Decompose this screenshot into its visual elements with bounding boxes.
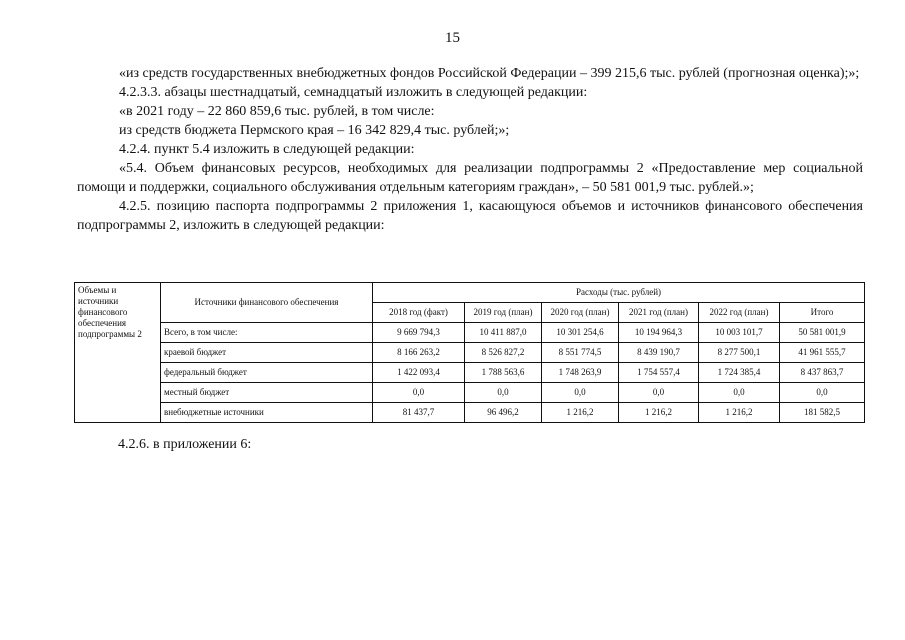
expenses-header: Расходы (тыс. рублей): [373, 283, 865, 303]
value-cell: 1 788 563,6: [465, 363, 542, 383]
total-cell: 181 582,5: [780, 403, 865, 423]
total-cell: 8 437 863,7: [780, 363, 865, 383]
value-cell: 96 496,2: [465, 403, 542, 423]
document-body: [77, 64, 863, 235]
row-label: местный бюджет: [161, 383, 373, 403]
total-cell: 50 581 001,9: [780, 323, 865, 343]
value-cell: 0,0: [465, 383, 542, 403]
row-label: Всего, в том числе:: [161, 323, 373, 343]
year-header: 2021 год (план): [619, 303, 699, 323]
paragraph-1: «из средств государственных внебюджетных фондов Российской Федерации – 399 215,6 тыс. рублей (прогнозная оценка);»;: [119, 66, 860, 81]
value-cell: 1 216,2: [699, 403, 780, 423]
table-row: [75, 383, 865, 403]
year-header: 2019 год (план): [465, 303, 542, 323]
value-cell: 8 439 190,7: [619, 343, 699, 363]
paragraph-2: 4.2.3.3. абзацы шестнадцатый, семнадцатый изложить в следующей редакции:: [119, 85, 588, 100]
closing-paragraph: 4.2.6. в приложении 6:: [118, 437, 252, 452]
row-label: краевой бюджет: [161, 343, 373, 363]
value-cell: 0,0: [619, 383, 699, 403]
value-cell: 1 748 263,9: [542, 363, 619, 383]
table-header-row: [75, 283, 865, 303]
page-number: 15: [445, 30, 460, 46]
value-cell: 8 277 500,1: [699, 343, 780, 363]
row-label: федеральный бюджет: [161, 363, 373, 383]
value-cell: 8 526 827,2: [465, 343, 542, 363]
row-label: внебюджетные источники: [161, 403, 373, 423]
paragraph-7: 4.2.5. позицию паспорта подпрограммы 2 приложения 1, касающуюся объемов и источников финансового обеспечения подпрограммы 2, изложить в следующей редакции:: [77, 199, 863, 233]
value-cell: 9 669 794,3: [373, 323, 465, 343]
year-header: 2020 год (план): [542, 303, 619, 323]
value-cell: 8 551 774,5: [542, 343, 619, 363]
value-cell: 10 301 254,6: [542, 323, 619, 343]
value-cell: 0,0: [542, 383, 619, 403]
paragraph-6: «5.4. Объем финансовых ресурсов, необходимых для реализации подпрограммы 2 «Предоставление мер социальной помощи и поддержки, социального обслуживания отдельным категориям граждан», – 50 581 001,9 тыс. рублей.»;: [77, 161, 863, 195]
table-row: [75, 323, 865, 343]
value-cell: 1 216,2: [542, 403, 619, 423]
value-cell: 0,0: [699, 383, 780, 403]
paragraph-3: «в 2021 году – 22 860 859,6 тыс. рублей, в том числе:: [119, 104, 435, 119]
value-cell: 8 166 263,2: [373, 343, 465, 363]
total-cell: 41 961 555,7: [780, 343, 865, 363]
year-header: 2022 год (план): [699, 303, 780, 323]
year-header: 2018 год (факт): [373, 303, 465, 323]
value-cell: 1 754 557,4: [619, 363, 699, 383]
value-cell: 1 724 385,4: [699, 363, 780, 383]
table-row: [75, 403, 865, 423]
value-cell: 1 216,2: [619, 403, 699, 423]
table-row: [75, 343, 865, 363]
paragraph-4: из средств бюджета Пермского края – 16 342 829,4 тыс. рублей;»;: [119, 123, 510, 138]
value-cell: 10 194 964,3: [619, 323, 699, 343]
value-cell: 0,0: [373, 383, 465, 403]
paragraph-5: 4.2.4. пункт 5.4 изложить в следующей редакции:: [119, 142, 415, 157]
total-cell: 0,0: [780, 383, 865, 403]
value-cell: 1 422 093,4: [373, 363, 465, 383]
table-row: [75, 363, 865, 383]
value-cell: 10 003 101,7: [699, 323, 780, 343]
table-caption-cell: Объемы и источники финансового обеспечения подпрограммы 2: [75, 283, 161, 423]
sources-header: Источники финансового обеспечения: [161, 283, 373, 323]
value-cell: 81 437,7: [373, 403, 465, 423]
value-cell: 10 411 887,0: [465, 323, 542, 343]
total-header: Итого: [780, 303, 865, 323]
financing-table: [74, 282, 865, 423]
